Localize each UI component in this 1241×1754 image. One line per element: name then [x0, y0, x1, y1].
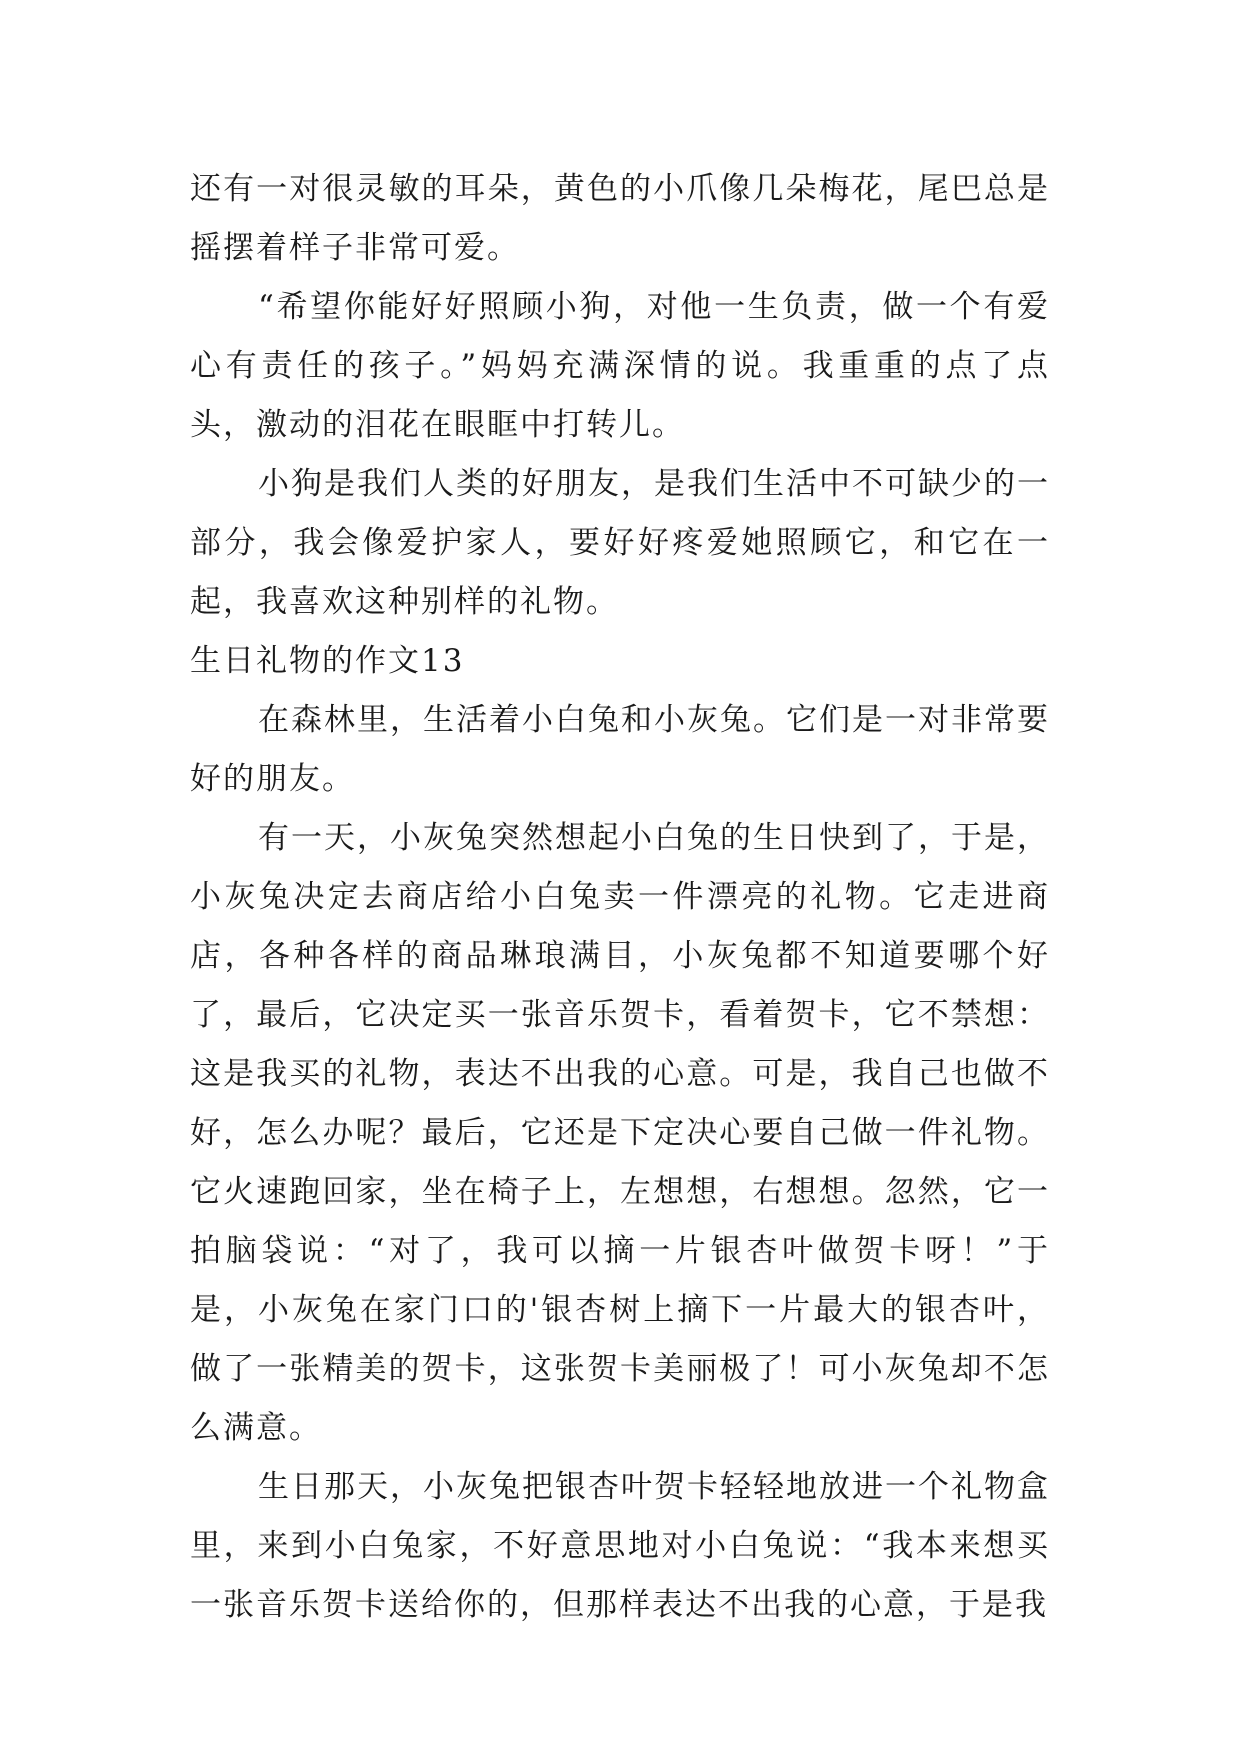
paragraph-5: 有一天，小灰兔突然想起小白兔的生日快到了，于是，小灰兔决定去商店给小白兔卖一件漂亮的礼物。它走进商店，各种各样的商品琳琅满目，小灰兔都不知道要哪个好了，最后，它决定买一张音乐贺卡，看着贺卡，它不禁想：这是我买的礼物，表达不出我的心意。可是，我自己也做不好，怎么办呢？最后，它还是下定决心要自己做一件礼物。它火速跑回家，坐在椅子上，左想想，右想想。忽然，它一拍脑袋说：“对了，我可以摘一片银杏叶做贺卡呀！”于是，小灰兔在家门口的'银杏树上摘下一片最大的银杏叶，做了一张精美的贺卡，这张贺卡美丽极了！可小灰兔却不怎么满意。: [190, 820, 1050, 1446]
section-title: 生日礼物的作文13: [190, 643, 465, 679]
document-body: [190, 160, 1050, 1635]
paragraph-1: 还有一对很灵敏的耳朵，黄色的小爪像几朵梅花，尾巴总是摇摆着样子非常可爱。: [190, 171, 1050, 266]
paragraph-3: 小狗是我们人类的好朋友，是我们生活中不可缺少的一部分，我会像爱护家人，要好好疼爱她照顾它，和它在一起，我喜欢这种别样的礼物。: [190, 466, 1050, 620]
paragraph-2: “希望你能好好照顾小狗，对他一生负责，做一个有爱心有责任的孩子。”妈妈充满深情的说。我重重的点了点头，激动的泪花在眼眶中打转儿。: [190, 289, 1050, 443]
paragraph-4: 在森林里，生活着小白兔和小灰兔。它们是一对非常要好的朋友。: [190, 702, 1050, 797]
paragraph-6: 生日那天，小灰兔把银杏叶贺卡轻轻地放进一个礼物盒里，来到小白兔家，不好意思地对小白兔说：“我本来想买一张音乐贺卡送给你的，但那样表达不出我的心意，于是我: [190, 1469, 1050, 1623]
